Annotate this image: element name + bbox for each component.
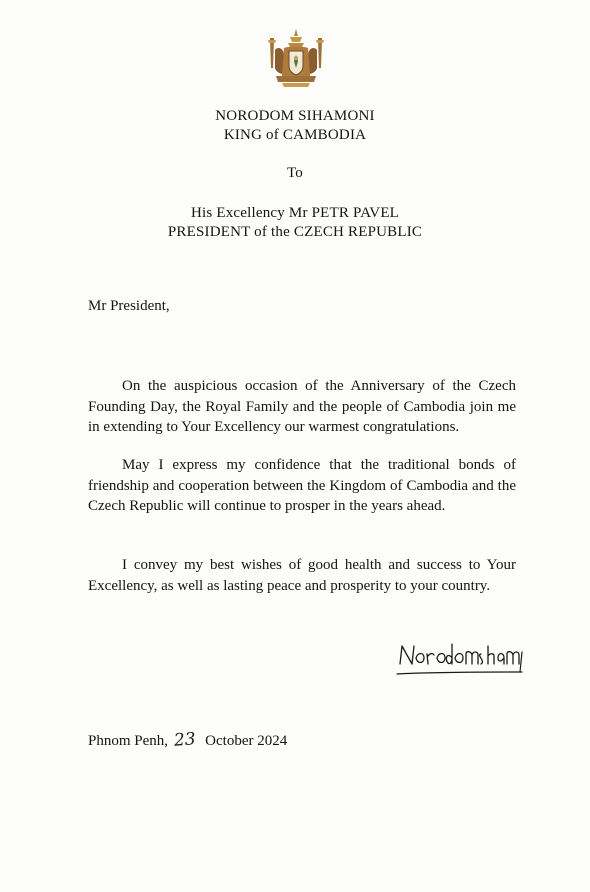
to-label: To bbox=[286, 165, 303, 181]
letter-paragraph: On the auspicious occasion of the Anniversary of the Czech Founding Day, the Royal Family and the people of Cambodia join me in extending to Your Excellency our warmest congratulations. bbox=[88, 378, 516, 435]
addressee-title: PRESIDENT of the CZECH REPUBLIC bbox=[167, 224, 423, 240]
letter-paragraph: I convey my best wishes of good health and success to Your Excellency, as well as lasting peace and prosperity to your country. bbox=[88, 557, 516, 594]
handwritten-signature bbox=[392, 634, 532, 682]
closing-line bbox=[88, 730, 287, 750]
salutation: Mr President, bbox=[88, 298, 170, 314]
closing-place: Phnom Penh, bbox=[88, 733, 169, 749]
sender-title: KING of CAMBODIA bbox=[223, 127, 367, 143]
sender-name: NORODOM SIHAMONI bbox=[215, 108, 375, 124]
closing-month-year: October 2024 bbox=[205, 733, 288, 749]
closing-day: 23 bbox=[173, 729, 197, 751]
royal-coat-of-arms-icon bbox=[262, 28, 330, 90]
addressee-name: His Excellency Mr PETR PAVEL bbox=[190, 205, 400, 221]
letter-paragraph: May I express my confidence that the traditional bonds of friendship and cooperation between the Kingdom of Cambodia and the Czech Republic will continue to prosper in the years ahead. bbox=[88, 457, 516, 514]
